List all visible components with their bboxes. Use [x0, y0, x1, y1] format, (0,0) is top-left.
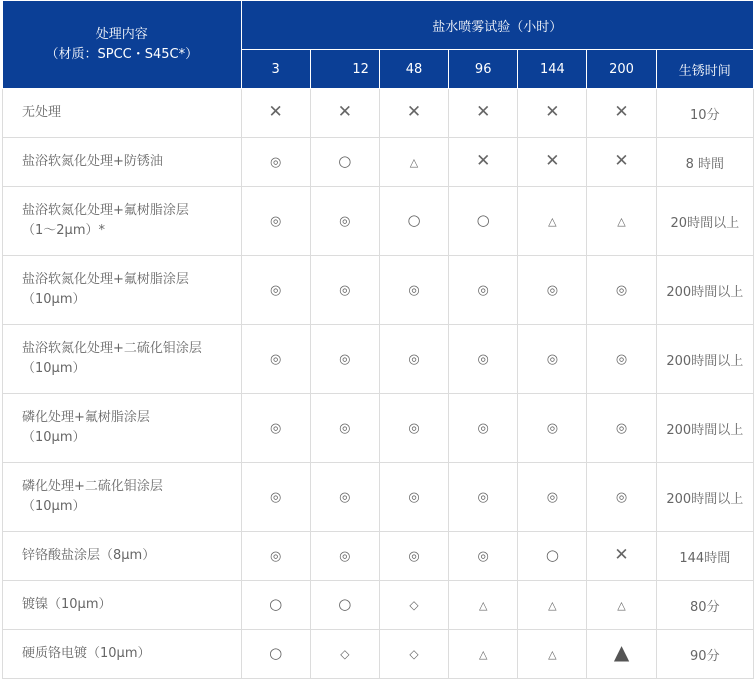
hour-header: 144 [518, 50, 587, 89]
rating-cell [587, 89, 656, 138]
treatment-name: 盐浴软氮化处理+氟树脂涂层 [22, 272, 189, 287]
double-circle-mark-icon: ◎ [615, 489, 628, 505]
rating-cell [379, 325, 448, 394]
treatment-name: 无处理 [22, 105, 62, 120]
test-title: 盐水喷雾试验（小时） [241, 1, 753, 50]
triangle-mark-icon: △ [548, 214, 557, 228]
rating-cell [518, 325, 587, 394]
hour-header: 96 [449, 50, 518, 89]
cross-mark-icon: ✕ [545, 102, 560, 122]
cross-mark-icon: ✕ [476, 102, 491, 122]
table-row [3, 187, 754, 256]
rating-cell [241, 256, 310, 325]
rating-cell [379, 463, 448, 532]
double-circle-mark-icon: ◎ [339, 282, 351, 298]
double-circle-mark-icon: ◎ [546, 489, 559, 505]
rating-cell [379, 532, 448, 581]
circle-mark-icon: ○ [338, 152, 352, 170]
double-circle-mark-icon: ◎ [408, 420, 420, 436]
rating-cell [587, 325, 656, 394]
double-circle-mark-icon: ◎ [408, 489, 420, 505]
rating-cell [587, 394, 656, 463]
double-circle-mark-icon: ◎ [408, 351, 420, 367]
table-row [3, 532, 754, 581]
rating-cell [518, 138, 587, 187]
rating-cell [449, 138, 518, 187]
life-header: 生锈时间 [656, 50, 753, 89]
treatment-cell [3, 138, 242, 187]
table-row [3, 89, 754, 138]
rust-time-cell: 144時間 [656, 532, 753, 581]
double-circle-mark-icon: ◎ [615, 282, 628, 298]
salt-spray-table [2, 0, 754, 679]
treatment-name: 锌铬酸盐涂层（8μm） [22, 548, 156, 563]
rating-cell [310, 89, 379, 138]
hour-header: 200 [587, 50, 656, 89]
double-circle-mark-icon: ◎ [546, 420, 559, 436]
double-circle-mark-icon: ◎ [339, 213, 351, 229]
circle-mark-icon: ○ [269, 644, 283, 662]
rating-cell [449, 187, 518, 256]
rating-cell [241, 325, 310, 394]
rating-cell [310, 630, 379, 679]
treatment-detail: （10μm） [22, 499, 86, 514]
circle-mark-icon: ○ [269, 595, 283, 613]
double-circle-mark-icon: ◎ [477, 351, 489, 367]
cross-mark-icon: ✕ [614, 545, 629, 565]
rating-cell [310, 394, 379, 463]
hour-header: 48 [379, 50, 448, 89]
double-circle-mark-icon: ◎ [339, 420, 351, 436]
circle-mark-icon: ○ [407, 211, 421, 229]
double-circle-mark-icon: ◎ [270, 282, 282, 298]
rating-cell [379, 581, 448, 630]
hour-header: 3 [241, 50, 310, 89]
treatment-cell [3, 630, 242, 679]
rating-cell [241, 187, 310, 256]
rating-cell [587, 138, 656, 187]
rating-cell [587, 532, 656, 581]
treatment-name: 盐浴软氮化处理+防锈油 [22, 154, 163, 169]
rating-cell [310, 581, 379, 630]
rating-cell [310, 256, 379, 325]
rating-cell [241, 138, 310, 187]
treatment-detail: （1～2μm）* [22, 223, 105, 238]
triangle-mark-icon: △ [409, 155, 419, 169]
cross-mark-icon: ✕ [614, 102, 629, 122]
treatment-subtitle: （材质：SPCC・S45C*） [45, 46, 199, 62]
diamond-mark-icon: ◇ [409, 646, 419, 661]
rating-cell [379, 630, 448, 679]
rating-cell [518, 394, 587, 463]
treatment-name: 磷化处理+氟树脂涂层 [22, 410, 150, 425]
rating-cell [379, 89, 448, 138]
diamond-mark-icon: ◇ [409, 597, 419, 612]
rating-cell [449, 394, 518, 463]
rating-cell [587, 581, 656, 630]
double-circle-mark-icon: ◎ [408, 548, 420, 564]
double-circle-mark-icon: ◎ [477, 282, 489, 298]
treatment-name: 磷化处理+二硫化钼涂层 [22, 479, 163, 494]
circle-mark-icon: ○ [476, 211, 490, 229]
rating-cell [587, 187, 656, 256]
double-circle-mark-icon: ◎ [270, 548, 282, 564]
triangle-mark-icon: △ [478, 647, 488, 661]
treatment-cell [3, 256, 242, 325]
rating-cell [241, 89, 310, 138]
rating-cell [587, 256, 656, 325]
double-circle-mark-icon: ◎ [546, 282, 559, 298]
treatment-cell [3, 325, 242, 394]
circle-mark-icon: ○ [338, 595, 352, 613]
double-circle-mark-icon: ◎ [615, 420, 628, 436]
double-circle-mark-icon: ◎ [270, 154, 282, 170]
rust-time-cell: 20時間以上 [656, 187, 753, 256]
rating-cell [449, 532, 518, 581]
treatment-name: 盐浴软氮化处理+氟树脂涂层 [22, 203, 189, 218]
rating-cell [449, 256, 518, 325]
circle-mark-icon: ○ [545, 546, 559, 564]
rust-time-cell: 200時間以上 [656, 394, 753, 463]
diamond-mark-icon: ◇ [340, 646, 350, 661]
treatment-detail: （10μm） [22, 430, 86, 445]
table-row [3, 325, 754, 394]
double-circle-mark-icon: ◎ [546, 351, 559, 367]
cross-mark-icon: ✕ [337, 102, 352, 122]
double-circle-mark-icon: ◎ [270, 351, 282, 367]
treatment-cell [3, 463, 242, 532]
triangle-mark-icon: △ [617, 598, 626, 612]
cross-mark-icon: ✕ [268, 102, 283, 122]
rating-cell [241, 532, 310, 581]
treatment-title: 处理内容 [95, 26, 148, 42]
rust-time-cell: 200時間以上 [656, 256, 753, 325]
table-row [3, 394, 754, 463]
rating-cell [518, 89, 587, 138]
rating-cell [379, 187, 448, 256]
rating-cell [241, 630, 310, 679]
cross-mark-icon: ✕ [406, 102, 422, 122]
treatment-cell [3, 532, 242, 581]
table-header [3, 1, 754, 89]
rust-time-cell: 80分 [656, 581, 753, 630]
rating-cell [518, 532, 587, 581]
double-circle-mark-icon: ◎ [477, 548, 489, 564]
table-body [3, 89, 754, 679]
rust-time-cell: 10分 [656, 89, 753, 138]
table-row [3, 138, 754, 187]
triangle-mark-icon: △ [617, 214, 626, 228]
rating-cell [449, 89, 518, 138]
double-circle-mark-icon: ◎ [339, 351, 351, 367]
rating-cell [518, 187, 587, 256]
treatment-cell [3, 89, 242, 138]
double-circle-mark-icon: ◎ [408, 282, 420, 298]
treatment-name: 硬质铬电镀（10μm） [22, 646, 151, 661]
rating-cell [241, 463, 310, 532]
double-circle-mark-icon: ◎ [270, 489, 282, 505]
rust-time-cell: 200時間以上 [656, 463, 753, 532]
double-circle-mark-icon: ◎ [339, 489, 351, 505]
rust-time-cell: 90分 [656, 630, 753, 679]
rating-cell [449, 463, 518, 532]
treatment-name: 盐浴软氮化处理+二硫化钼涂层 [22, 341, 202, 356]
table-row [3, 581, 754, 630]
cross-mark-icon: ✕ [614, 151, 629, 171]
rating-cell [379, 394, 448, 463]
rating-cell [241, 581, 310, 630]
double-circle-mark-icon: ◎ [339, 548, 351, 564]
rating-cell [587, 630, 656, 679]
rating-cell [379, 256, 448, 325]
rating-cell [241, 394, 310, 463]
rating-cell [518, 463, 587, 532]
triangle-mark-icon: △ [478, 598, 488, 612]
rating-cell [518, 630, 587, 679]
table-row [3, 256, 754, 325]
rating-cell [449, 325, 518, 394]
cross-mark-icon: ✕ [476, 151, 491, 171]
treatment-name: 镀镍（10μm） [22, 597, 112, 612]
treatment-detail: （10μm） [22, 292, 86, 307]
rating-cell [449, 630, 518, 679]
double-circle-mark-icon: ◎ [477, 420, 489, 436]
rating-cell [379, 138, 448, 187]
treatment-cell [3, 581, 242, 630]
treatment-detail: （10μm） [22, 361, 86, 376]
rating-cell [587, 463, 656, 532]
table-row [3, 630, 754, 679]
treatment-cell [3, 187, 242, 256]
rating-cell [310, 187, 379, 256]
cross-mark-icon: ✕ [545, 151, 560, 171]
rating-cell [310, 138, 379, 187]
hour-header: 12 [310, 50, 379, 89]
rating-cell [518, 581, 587, 630]
rating-cell [310, 325, 379, 394]
filled-triangle-mark-icon: ▲ [613, 640, 630, 664]
rust-time-cell: 200時間以上 [656, 325, 753, 394]
triangle-mark-icon: △ [548, 647, 557, 661]
rating-cell [449, 581, 518, 630]
rating-cell [518, 256, 587, 325]
double-circle-mark-icon: ◎ [270, 420, 282, 436]
treatment-cell [3, 394, 242, 463]
double-circle-mark-icon: ◎ [270, 213, 282, 229]
rating-cell [310, 532, 379, 581]
triangle-mark-icon: △ [548, 598, 557, 612]
rust-time-cell: 8 時間 [656, 138, 753, 187]
double-circle-mark-icon: ◎ [615, 351, 628, 367]
double-circle-mark-icon: ◎ [477, 489, 489, 505]
table-row [3, 463, 754, 532]
rating-cell [310, 463, 379, 532]
treatment-header [3, 1, 242, 89]
